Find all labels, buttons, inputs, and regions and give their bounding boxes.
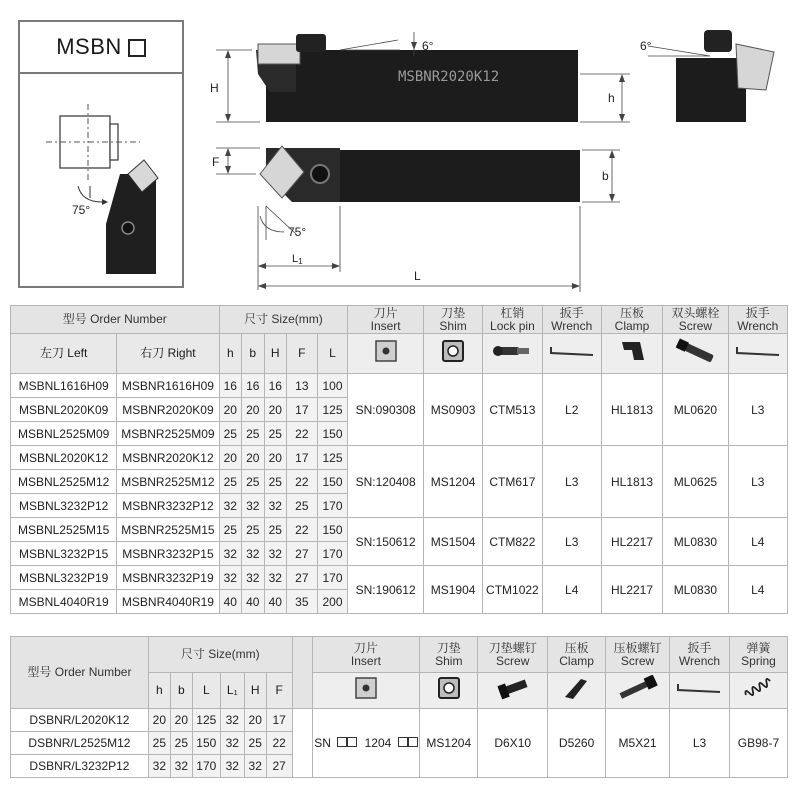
dim-F-label: F: [212, 155, 220, 169]
wrench-icon: [670, 673, 730, 709]
cell-b: 40: [242, 590, 264, 614]
cell-h: 20: [219, 446, 241, 470]
dim-L1-label: L: [292, 253, 299, 265]
holder-end-view: [676, 58, 746, 122]
header-size: 尺寸 Size(mm): [219, 306, 348, 334]
cell-screw: ML0620: [663, 374, 728, 446]
table-row-left: MSBNL2020K12: [11, 446, 117, 470]
table-row-model: DSBNR/L2020K12: [11, 709, 149, 732]
dim-L1-sub: 1: [298, 257, 303, 266]
cell-F: 22: [287, 422, 318, 446]
cell-H: 32: [264, 494, 286, 518]
table-row-left: MSBNL3232P19: [11, 566, 117, 590]
cell-F: 17: [287, 446, 318, 470]
lock-pin-icon: [483, 334, 542, 374]
angle-label-diag: 75°: [72, 203, 91, 217]
cell-b: 25: [242, 518, 264, 542]
cell-screw: ML0625: [663, 446, 728, 518]
cell-F: 22: [266, 732, 292, 755]
cell-shim: MS1204: [420, 709, 478, 778]
cell-b: 25: [242, 470, 264, 494]
table-row-right: MSBNR4040R19: [117, 590, 219, 614]
header-col-F: F: [287, 334, 318, 374]
header-wrench: 扳手 Wrench: [670, 637, 730, 673]
table-row-right: MSBNR2525M09: [117, 422, 219, 446]
header-col-H: H: [264, 334, 286, 374]
cell-b: 20: [242, 398, 264, 422]
placeholder-box-icon: [347, 737, 357, 747]
cell-shim-screw: D6X10: [478, 709, 548, 778]
cell-L: 150: [317, 518, 348, 542]
cell-h: 25: [219, 422, 241, 446]
cell-F: 17: [266, 709, 292, 732]
cell-F: 17: [287, 398, 318, 422]
cell-H: 25: [244, 732, 266, 755]
cell-b: 16: [242, 374, 264, 398]
table-row-right: MSBNR3232P15: [117, 542, 219, 566]
header-size: 尺寸 Size(mm): [148, 637, 292, 673]
holder-plan-body: [340, 150, 580, 202]
table-row-left: MSBNL3232P15: [11, 542, 117, 566]
cell-clamp-screw: M5X21: [606, 709, 670, 778]
cell-wrench: L3: [670, 709, 730, 778]
screw-plan: [311, 165, 329, 183]
cell-L: 150: [317, 470, 348, 494]
cell-clamp: HL2217: [601, 566, 662, 614]
table-row-right: MSBNR2525M12: [117, 470, 219, 494]
cell-H: 16: [264, 374, 286, 398]
header-wrench: 扳手 Wrench: [542, 306, 601, 334]
holder-marking: MSBNR2020K12: [398, 69, 500, 85]
cell-clamp: HL2217: [601, 518, 662, 566]
wrench-2-icon: [728, 334, 787, 374]
clamp-icon: [548, 673, 606, 709]
table-row-left: MSBNL3232P12: [11, 494, 117, 518]
cell-lock-pin: CTM1022: [483, 566, 542, 614]
header-shim-screw: 刀垫螺钉 Screw: [478, 637, 548, 673]
header-left: 左刀 Left: [11, 334, 117, 374]
cell-wrench: L2: [542, 374, 601, 446]
feed-arrowhead: [102, 199, 108, 205]
cell-H: 25: [264, 518, 286, 542]
cell-h: 32: [219, 494, 241, 518]
table-row-left: MSBNL2020K09: [11, 398, 117, 422]
header-shim: 刀垫 Shim: [420, 637, 478, 673]
cell-b: 32: [242, 566, 264, 590]
cell-h: 20: [148, 709, 170, 732]
header-col-L: L: [192, 673, 220, 709]
operation-diagram: [20, 74, 182, 288]
insert-icon: [348, 334, 424, 374]
cell-H: 32: [244, 755, 266, 778]
cell-L: 100: [317, 374, 348, 398]
shim-screw-icon: [478, 673, 548, 709]
table-row-right: MSBNR1616H09: [117, 374, 219, 398]
cell-L1: 32: [220, 709, 244, 732]
cell-h: 32: [148, 755, 170, 778]
cell-L: 170: [192, 755, 220, 778]
cell-F: 22: [287, 518, 318, 542]
dsbn-spec-table: [10, 636, 788, 778]
insert-size: 1204: [364, 736, 392, 750]
screw-shape: [122, 222, 134, 234]
cell-shim: MS1504: [423, 518, 482, 566]
cell-h: 40: [219, 590, 241, 614]
cell-insert: SN:120408: [348, 446, 424, 518]
header-clamp-screw: 压板螺钉 Screw: [606, 637, 670, 673]
cell-lock-pin: CTM617: [483, 446, 542, 518]
cell-H: 32: [264, 566, 286, 590]
cell-L: 170: [317, 494, 348, 518]
dim-b-label: b: [602, 169, 609, 183]
clamp-end: [704, 30, 732, 52]
cell-L: 200: [317, 590, 348, 614]
table-row-model: DSBNR/L2525M12: [11, 732, 149, 755]
insert-end: [736, 44, 774, 90]
cell-L: 125: [192, 709, 220, 732]
cell-H: 20: [244, 709, 266, 732]
cell-L: 125: [317, 398, 348, 422]
cell-b: 32: [170, 755, 192, 778]
cell-H: 40: [264, 590, 286, 614]
header-col-b: b: [242, 334, 264, 374]
cell-shim: MS1204: [423, 446, 482, 518]
series-title: [18, 20, 184, 74]
series-label: MSBN: [56, 34, 122, 59]
cell-insert: SN:190612: [348, 566, 424, 614]
table-row-left: MSBNL2525M09: [11, 422, 117, 446]
table-row-left: MSBNL4040R19: [11, 590, 117, 614]
table-row-right: MSBNR2020K12: [117, 446, 219, 470]
cell-H: 20: [264, 398, 286, 422]
table-row-right: MSBNR3232P19: [117, 566, 219, 590]
dim-L-label: L: [414, 269, 421, 283]
table-row-model: DSBNR/L3232P12: [11, 755, 149, 778]
cell-clamp: HL1813: [601, 374, 662, 446]
cell-F: 27: [266, 755, 292, 778]
table-row-left: MSBNL2525M15: [11, 518, 117, 542]
cell-F: 27: [287, 542, 318, 566]
table-row-right: MSBNR3232P12: [117, 494, 219, 518]
cell-clamp: HL1813: [601, 446, 662, 518]
cell-L: 170: [317, 566, 348, 590]
cell-b: 20: [242, 446, 264, 470]
header-lock-pin: 杠销 Lock pin: [483, 306, 542, 334]
header-insert: 刀片 Insert: [312, 637, 420, 673]
cell-spring: GB98-7: [729, 709, 787, 778]
svg-text:L1: [292, 253, 303, 266]
cell-b: 25: [242, 422, 264, 446]
header-clamp: 压板 Clamp: [601, 306, 662, 334]
header-screw: 双头螺栓 Screw: [663, 306, 728, 334]
cell-wrench: L4: [542, 566, 601, 614]
dim-H-label: H: [210, 81, 219, 95]
cell-h: 25: [219, 470, 241, 494]
placeholder-box-icon: [398, 737, 408, 747]
header-shim: 刀垫 Shim: [423, 306, 482, 334]
cell-insert: SN:090308: [348, 374, 424, 446]
cell-wrench-2: L3: [728, 374, 787, 446]
header-spring: 弹簧 Spring: [729, 637, 787, 673]
cell-H: 25: [264, 422, 286, 446]
header-col-L1: L₁: [220, 673, 244, 709]
dim-h-label: h: [608, 91, 615, 105]
cell-shim: MS0903: [423, 374, 482, 446]
wrench-icon: [542, 334, 601, 374]
header-col-h: h: [148, 673, 170, 709]
cell-L: 125: [317, 446, 348, 470]
header-wrench-2: 扳手 Wrench: [728, 306, 787, 334]
cell-F: 27: [287, 566, 318, 590]
cell-wrench-2: L3: [728, 446, 787, 518]
cell-h: 32: [219, 542, 241, 566]
cell-wrench: L3: [542, 518, 601, 566]
cell-L1: 32: [220, 732, 244, 755]
cell-b: 32: [242, 542, 264, 566]
header-col-h: h: [219, 334, 241, 374]
cell-screw: ML0830: [663, 518, 728, 566]
holder-side-body: [266, 50, 578, 122]
cell-F: 13: [287, 374, 318, 398]
cell-b: 32: [242, 494, 264, 518]
cell-lock-pin: CTM513: [483, 374, 542, 446]
header-col-H: H: [244, 673, 266, 709]
cell-F: 25: [287, 494, 318, 518]
angle-label-plan: 75°: [288, 225, 307, 239]
cell-F: 35: [287, 590, 318, 614]
cell-b: 20: [170, 709, 192, 732]
clamp-side: [296, 34, 326, 52]
angle-label-end: 6°: [640, 39, 652, 53]
cell-h: 16: [219, 374, 241, 398]
header-col-L: L: [317, 334, 348, 374]
cell-screw: ML0830: [663, 566, 728, 614]
header-col-b: b: [170, 673, 192, 709]
insert-prefix: SN: [314, 736, 331, 750]
header-order-number: 型号 Order Number: [11, 306, 220, 334]
clamp-icon: [601, 334, 662, 374]
cell-b: 25: [170, 732, 192, 755]
cell-h: 25: [219, 518, 241, 542]
header-right: 右刀 Right: [117, 334, 219, 374]
cell-clamp: D5260: [548, 709, 606, 778]
msbn-spec-table: [10, 305, 788, 614]
header-col-F: F: [266, 673, 292, 709]
angle-label-top: 6°: [422, 39, 434, 53]
cell-L1: 32: [220, 755, 244, 778]
cell-wrench: L3: [542, 446, 601, 518]
header-insert: 刀片 Insert: [348, 306, 424, 334]
header-clamp: 压板 Clamp: [548, 637, 606, 673]
clamp-screw-icon: [606, 673, 670, 709]
table-row-left: MSBNL2525M12: [11, 470, 117, 494]
placeholder-box-icon: [408, 737, 418, 747]
screw-icon: [663, 334, 728, 374]
cell-h: 32: [219, 566, 241, 590]
shim-icon: [423, 334, 482, 374]
cell-F: 22: [287, 470, 318, 494]
spring-icon: [729, 673, 787, 709]
table-row-left: MSBNL1616H09: [11, 374, 117, 398]
holder-drawing: [200, 20, 790, 300]
cell-L: 170: [317, 542, 348, 566]
placeholder-box-icon: [337, 737, 347, 747]
cell-shim: MS1904: [423, 566, 482, 614]
shim-icon: [420, 673, 478, 709]
cell-lock-pin: CTM822: [483, 518, 542, 566]
checkbox-square-icon: [128, 39, 146, 57]
cell-wrench-2: L4: [728, 566, 787, 614]
cell-h: 20: [219, 398, 241, 422]
cell-wrench-2: L4: [728, 518, 787, 566]
cell-H: 32: [264, 542, 286, 566]
table-row-right: MSBNR2525M15: [117, 518, 219, 542]
header-order-number: 型号 Order Number: [11, 637, 149, 709]
cell-H: 20: [264, 446, 286, 470]
cell-L: 150: [192, 732, 220, 755]
insert-icon: [312, 673, 420, 709]
cell-H: 25: [264, 470, 286, 494]
cell-insert: [312, 709, 420, 778]
table-row-right: MSBNR2020K09: [117, 398, 219, 422]
insert-side: [258, 44, 300, 64]
cell-h: 25: [148, 732, 170, 755]
cell-L: 150: [317, 422, 348, 446]
cell-insert: SN:150612: [348, 518, 424, 566]
